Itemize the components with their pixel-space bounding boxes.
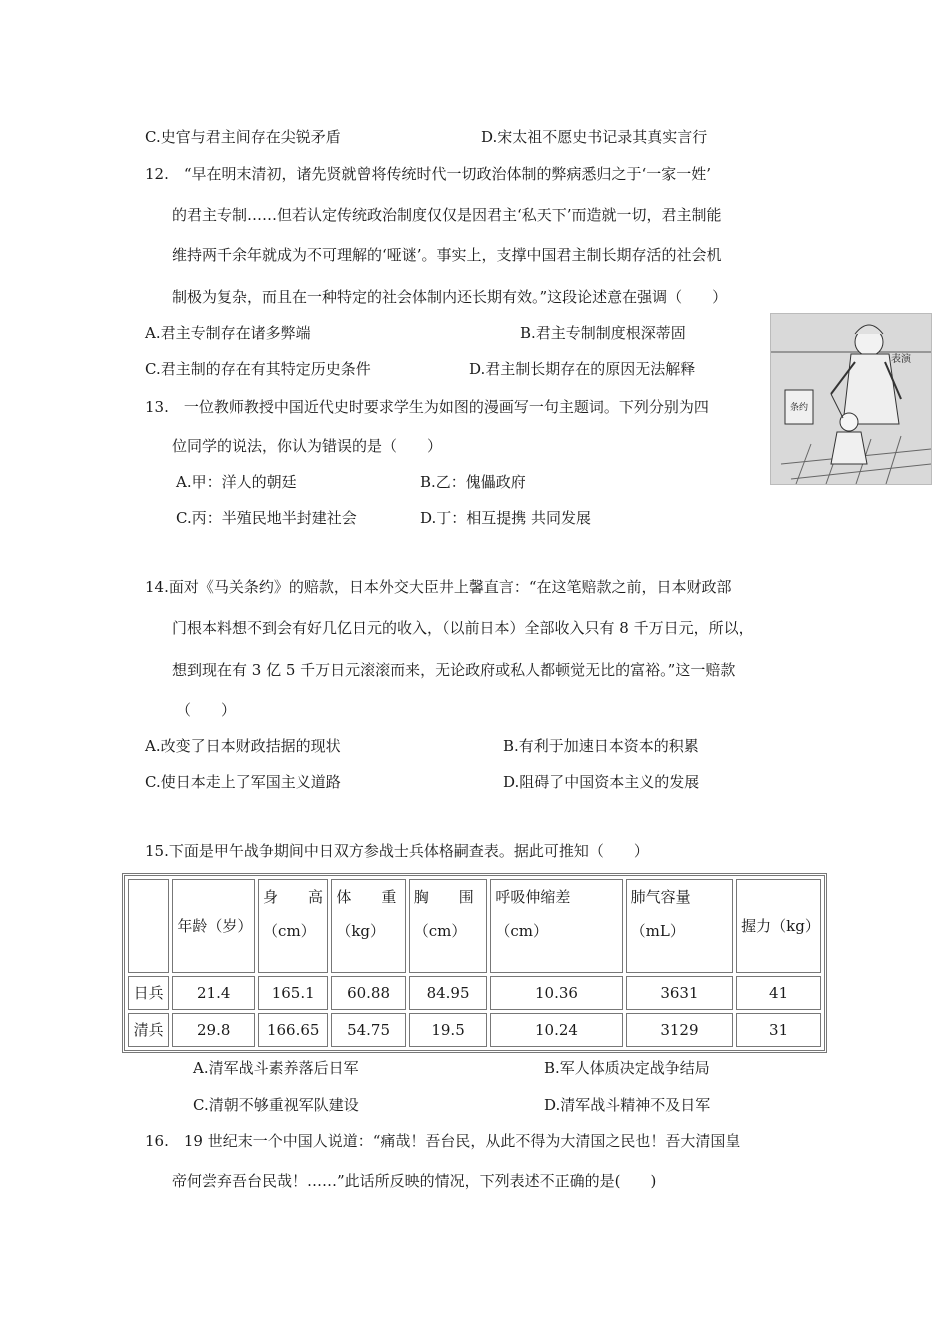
q14-option-b: B.有利于加速日本资本的积累	[503, 737, 699, 755]
q11-option-c: C.史官与君主间存在尖锐矛盾	[145, 128, 341, 146]
q14-stem-line-4: （ ）	[176, 701, 237, 719]
q14-stem-line-2: 门根本料想不到会有好几亿日元的收入，（以前日本）全部收入只有 8 千万日元，所以，	[172, 619, 754, 637]
q12-stem-line-2: 的君主专制……但若认定传统政治制度仅仅是因君主‘私天下’而造就一切，君主制能	[172, 206, 722, 224]
q14-option-a: A.改变了日本财政拮据的现状	[145, 737, 341, 755]
table-cell: 84.95	[409, 976, 488, 1010]
table-cell: 10.36	[490, 976, 622, 1010]
q15-option-c: C.清朝不够重视军队建设	[193, 1096, 359, 1114]
table-header-cell	[128, 879, 169, 973]
table-header-cell: 握力（kg）	[736, 879, 821, 973]
table-header-row	[128, 879, 821, 973]
table-cell: 21.4	[172, 976, 255, 1010]
q12-stem-line-3: 维持两千余年就成为不可理解的‘哑谜’。事实上，支撑中国君主制长期存活的社会机	[172, 246, 722, 264]
q14-stem-line-3: 想到现在有 3 亿 5 千万日元滚滚而来，无论政府或私人都顿觉无比的富裕。”这一赔款	[172, 661, 736, 679]
table-header-cell: 体 重 （kg）	[331, 879, 405, 973]
table-cell: 54.75	[331, 1013, 405, 1047]
q13-cartoon-image	[770, 313, 932, 485]
q13-option-c: C.丙：半殖民地半封建社会	[176, 509, 357, 527]
table-cell: 166.65	[258, 1013, 328, 1047]
table-cell: 19.5	[409, 1013, 488, 1047]
q14-stem-line-1: 14.面对《马关条约》的赔款，日本外交大臣井上馨直言：“在这笔赔款之前，日本财政部	[145, 578, 732, 596]
table-cell: 3129	[626, 1013, 734, 1047]
q12-option-b: B.君主专制制度根深蒂固	[520, 324, 686, 342]
table-cell: 165.1	[258, 976, 328, 1010]
table-row	[128, 976, 821, 1010]
q13-option-a: A.甲：洋人的朝廷	[176, 473, 297, 491]
table-cell: 3631	[626, 976, 734, 1010]
table-cell: 10.24	[490, 1013, 622, 1047]
q13-option-b: B.乙：傀儡政府	[420, 473, 526, 491]
table-cell: 41	[736, 976, 821, 1010]
q15-option-a: A.清军战斗素养落后日军	[193, 1059, 359, 1077]
table-header-cell: 身 高 （cm）	[258, 879, 328, 973]
table-cell: 29.8	[172, 1013, 255, 1047]
q13-stem-line-1: 13. 一位教师教授中国近代史时要求学生为如图的漫画写一句主题词。下列分别为四	[145, 398, 709, 416]
q15-option-b: B.军人体质决定战争结局	[544, 1059, 710, 1077]
cartoon-label-treaty: 条约	[789, 403, 809, 413]
q12-option-d: D.君主制长期存在的原因无法解释	[469, 360, 696, 378]
q12-option-a: A.君主专制存在诸多弊端	[145, 324, 311, 342]
cartoon-label-performance: 表演	[891, 354, 911, 365]
table-cell: 日兵	[128, 976, 169, 1010]
q16-stem-line-2: 帝何尝弃吾台民哉！……”此话所反映的情况，下列表述不正确的是( )	[172, 1172, 657, 1190]
table-cell: 31	[736, 1013, 821, 1047]
q12-option-c: C.君主制的存在有其特定历史条件	[145, 360, 371, 378]
table-header-cell: 呼吸伸缩差 （cm）	[490, 879, 622, 973]
table-header-cell: 年龄（岁）	[172, 879, 255, 973]
q14-option-d: D.阻碍了中国资本主义的发展	[503, 773, 700, 791]
q15-data-table	[122, 873, 827, 1053]
q16-stem-line-1: 16. 19 世纪末一个中国人说道：“痛哉！吾台民，从此不得为大清国之民也！吾大清国皇	[145, 1132, 741, 1150]
q15-option-d: D.清军战斗精神不及日军	[544, 1096, 711, 1114]
q14-option-c: C.使日本走上了军国主义道路	[145, 773, 341, 791]
q12-stem-line-4: 制极为复杂，而且在一种特定的社会体制内还长期有效。”这段论述意在强调（ ）	[172, 288, 728, 306]
q13-option-d: D.丁：相互提携 共同发展	[420, 509, 592, 527]
q12-stem-line-1: 12. “早在明末清初，诸先贤就曾将传统时代一切政治体制的弊病悉归之于‘一家一姓’	[145, 165, 712, 183]
q13-stem-line-2: 位同学的说法，你认为错误的是（ ）	[172, 437, 443, 455]
q11-option-d: D.宋太祖不愿史书记录其真实言行	[481, 128, 708, 146]
q15-stem-line-1: 15.下面是甲午战争期间中日双方参战士兵体格嗣查表。据此可推知（ ）	[145, 842, 649, 860]
table-cell: 60.88	[331, 976, 405, 1010]
table-header-cell: 肺气容量 （mL）	[626, 879, 734, 973]
table-row	[128, 1013, 821, 1047]
table-header-cell: 胸 围 （cm）	[409, 879, 488, 973]
table-cell: 清兵	[128, 1013, 169, 1047]
